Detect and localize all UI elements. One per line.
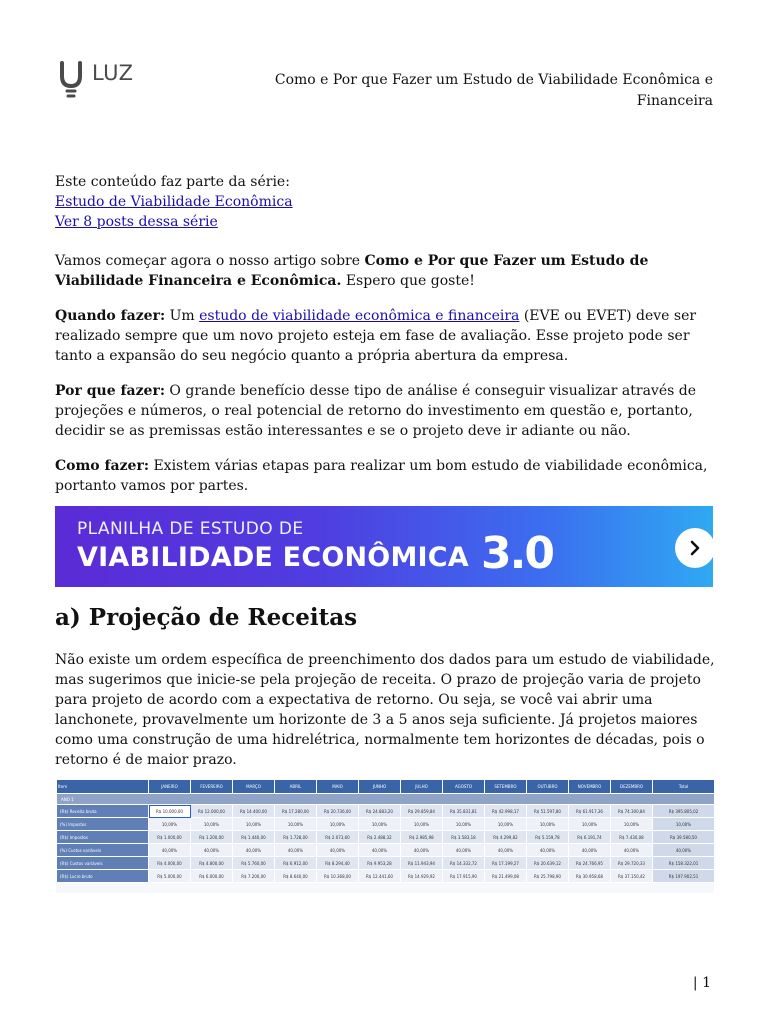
spreadsheet-image (56, 779, 714, 893)
table-cell: 40,00% (233, 844, 275, 857)
table-cell: R$ 7.200,00 (233, 870, 275, 883)
table-cell: R$ 37.150,42 (611, 870, 653, 883)
posts-link[interactable]: Ver 8 posts dessa série (55, 214, 218, 230)
table-cell: 40,00% (443, 844, 485, 857)
table-cell: R$ 11.943,94 (401, 857, 443, 870)
table-header-cell: DEZEMBRO (611, 780, 653, 794)
table-cell: R$ 1.000,00 (149, 831, 191, 844)
table-row-label: (R$) Lucro bruto (57, 870, 149, 883)
table-cell: R$ 7.430,08 (611, 831, 653, 844)
table-cell: R$ 61.917,36 (569, 805, 611, 818)
table-cell: R$ 158.322,01 (653, 857, 715, 870)
table-cell: 10,00% (485, 818, 527, 831)
revenue-projection-table (56, 779, 715, 883)
article-content (55, 172, 715, 511)
how-paragraph: Como fazer: Existem várias etapas para realizar um bom estudo de viabilidade econômica, portanto vamos por partes. (55, 458, 708, 494)
table-cell: R$ 14.929,92 (401, 870, 443, 883)
section-heading: a) Projeção de Receitas (55, 604, 358, 631)
table-cell: R$ 9.953,28 (359, 857, 401, 870)
table-cell: 40,00% (401, 844, 443, 857)
table-cell: R$ 35.831,81 (443, 805, 485, 818)
table-cell: 10,00% (443, 818, 485, 831)
table-cell: 10,00% (359, 818, 401, 831)
table-header-cell: FEVEREIRO (191, 780, 233, 794)
table-group-label: ANO 1 (57, 794, 715, 805)
when-paragraph: Quando fazer: Um estudo de viabilidade econômica e financeira (EVE ou EVET) deve ser realizado sempre que um novo projeto esteja em fase de avaliação. Esse projeto pode ser tanto a expansão do seu negócio quanto a própria abertura da empresa. (55, 308, 697, 364)
spreadsheet-banner[interactable] (55, 506, 713, 587)
section-paragraph: Não existe um ordem específica de preenchimento dos dados para um estudo de viabilidade, mas sugerimos que inicie-se pela projeção de receita. O prazo de projeção varia de projeto para projeto de acordo com a expectativa de retorno. Ou seja, se você vai abrir uma lanchonete, provavelmente um horizonte de 3 a 5 anos seja suficiente. Já projetos maiores como uma construção de uma hidrelétrica, normalmente tem horizontes de décadas, pois o retorno é de maior prazo. (55, 652, 715, 768)
table-header-cell: MAIO (317, 780, 359, 794)
table-cell: R$ 6.000,00 (191, 870, 233, 883)
table-cell: R$ 8.294,40 (317, 857, 359, 870)
table-header-cell: Item (57, 780, 149, 794)
table-header-cell: SETEMBRO (485, 780, 527, 794)
table-cell: R$ 6.191,74 (569, 831, 611, 844)
table-header-row (57, 780, 715, 794)
table-cell: R$ 10.368,00 (317, 870, 359, 883)
table-cell: R$ 39.580,50 (653, 831, 715, 844)
when-label: Quando fazer: (55, 308, 166, 324)
table-row (57, 844, 715, 857)
table-cell: R$ 1.440,00 (233, 831, 275, 844)
banner-arrow-button[interactable] (675, 528, 713, 568)
table-cell: R$ 4.299,82 (485, 831, 527, 844)
table-cell: R$ 29.859,84 (401, 805, 443, 818)
table-cell: 10,00% (611, 818, 653, 831)
table-cell: R$ 5.000,00 (149, 870, 191, 883)
table-cell: R$ 2.488,32 (359, 831, 401, 844)
banner-version: 3.0 (481, 528, 553, 579)
table-cell: R$ 21.499,08 (485, 870, 527, 883)
series-info (55, 172, 715, 232)
table-row (57, 857, 715, 870)
table-cell: R$ 6.912,00 (275, 857, 317, 870)
table-row (57, 805, 715, 818)
table-header-cell: MARÇO (233, 780, 275, 794)
table-cell: 40,00% (527, 844, 569, 857)
why-label: Por que fazer: (55, 383, 165, 399)
table-cell: R$ 12.000,00 (191, 805, 233, 818)
table-row (57, 870, 715, 883)
table-cell: R$ 10.000,00 (149, 805, 191, 818)
table-cell: 10,00% (233, 818, 275, 831)
table-row (57, 831, 715, 844)
table-cell: 40,00% (569, 844, 611, 857)
table-row-label: (R$) Impostos (57, 831, 149, 844)
table-cell: R$ 24.766,95 (569, 857, 611, 870)
table-cell: R$ 17.915,90 (443, 870, 485, 883)
table-cell: R$ 12.441,60 (359, 870, 401, 883)
table-cell: 40,00% (485, 844, 527, 857)
page-number: | 1 (692, 975, 711, 991)
series-intro: Este conteúdo faz parte da série: (55, 174, 290, 190)
table-cell: R$ 30.958,68 (569, 870, 611, 883)
table-cell: R$ 3.583,18 (443, 831, 485, 844)
chevron-right-icon (687, 540, 703, 556)
table-header-cell: JULHO (401, 780, 443, 794)
table-header-cell: AGOSTO (443, 780, 485, 794)
viability-study-link[interactable]: estudo de viabilidade econômica e financeira (199, 308, 520, 324)
table-cell: 10,00% (527, 818, 569, 831)
table-cell: 40,00% (317, 844, 359, 857)
table-cell: R$ 25.798,90 (527, 870, 569, 883)
table-group-row (57, 794, 715, 805)
table-cell: R$ 2.073,60 (317, 831, 359, 844)
logo-text: LUZ (92, 61, 134, 85)
table-row-label: (%) Impostos (57, 818, 149, 831)
banner-line2: VIABILIDADE ECONÔMICA (77, 542, 469, 573)
table-cell: R$ 29.720,33 (611, 857, 653, 870)
table-cell: 10,00% (653, 818, 715, 831)
table-row (57, 818, 715, 831)
table-cell: R$ 74.300,84 (611, 805, 653, 818)
table-header-cell: NOVEMBRO (569, 780, 611, 794)
table-cell: 40,00% (611, 844, 653, 857)
table-cell: R$ 14.400,00 (233, 805, 275, 818)
table-cell: R$ 1.200,00 (191, 831, 233, 844)
table-header-cell: ABRIL (275, 780, 317, 794)
table-cell: R$ 8.640,00 (275, 870, 317, 883)
table-cell: 40,00% (653, 844, 715, 857)
table-cell: R$ 4.000,00 (149, 857, 191, 870)
table-cell: R$ 14.332,72 (443, 857, 485, 870)
table-cell: R$ 20.736,00 (317, 805, 359, 818)
table-cell: R$ 197.902,51 (653, 870, 715, 883)
table-cell: R$ 17.199,27 (485, 857, 527, 870)
table-cell: R$ 4.800,00 (191, 857, 233, 870)
table-cell: 10,00% (569, 818, 611, 831)
table-header-cell: JUNHO (359, 780, 401, 794)
table-header-cell: Total (653, 780, 715, 794)
table-cell: 10,00% (275, 818, 317, 831)
table-cell: R$ 1.728,00 (275, 831, 317, 844)
table-cell: R$ 17.280,00 (275, 805, 317, 818)
lightbulb-icon (56, 56, 86, 100)
table-cell: R$ 5.760,00 (233, 857, 275, 870)
document-header-title: Como e Por que Fazer um Estudo de Viabilidade Econômica e Financeira (274, 72, 713, 109)
intro-paragraph: Vamos começar agora o nosso artigo sobre Como e Por que Fazer um Estudo de Viabilidade Financeira e Econômica. Espero que goste! (55, 253, 649, 289)
banner-line1: PLANILHA DE ESTUDO DE (77, 519, 304, 539)
table-row-label: (%) Custos variáveis (57, 844, 149, 857)
table-header-cell: OUTUBRO (527, 780, 569, 794)
table-cell: R$ 395.805,02 (653, 805, 715, 818)
table-cell: 10,00% (401, 818, 443, 831)
table-cell: 40,00% (359, 844, 401, 857)
table-cell: 40,00% (149, 844, 191, 857)
table-row-label: (R$) Receita bruta (57, 805, 149, 818)
table-cell: R$ 51.597,80 (527, 805, 569, 818)
how-label: Como fazer: (55, 458, 150, 474)
table-cell: R$ 24.883,20 (359, 805, 401, 818)
table-cell: 40,00% (275, 844, 317, 857)
table-row-label: (R$) Custos variáveis (57, 857, 149, 870)
table-cell: R$ 42.998,17 (485, 805, 527, 818)
table-cell: 10,00% (149, 818, 191, 831)
intro-bold: Como e Por que Fazer um Estudo de Viabilidade Financeira e Econômica. (55, 253, 649, 289)
table-header-cell: JANEIRO (149, 780, 191, 794)
series-link[interactable]: Estudo de Viabilidade Econômica (55, 194, 293, 210)
table-cell: 10,00% (317, 818, 359, 831)
table-cell: R$ 20.639,12 (527, 857, 569, 870)
table-cell: 40,00% (191, 844, 233, 857)
luz-logo[interactable] (56, 56, 134, 100)
table-cell: R$ 2.985,98 (401, 831, 443, 844)
table-cell: 10,00% (191, 818, 233, 831)
why-paragraph: Por que fazer: O grande benefício desse tipo de análise é conseguir visualizar através de projeções e números, o real potencial de retorno do investimento em questão e, portanto, decidir se as premissas estão interessantes e se o projeto deve ir adiante ou não. (55, 383, 696, 439)
table-cell: R$ 5.159,78 (527, 831, 569, 844)
